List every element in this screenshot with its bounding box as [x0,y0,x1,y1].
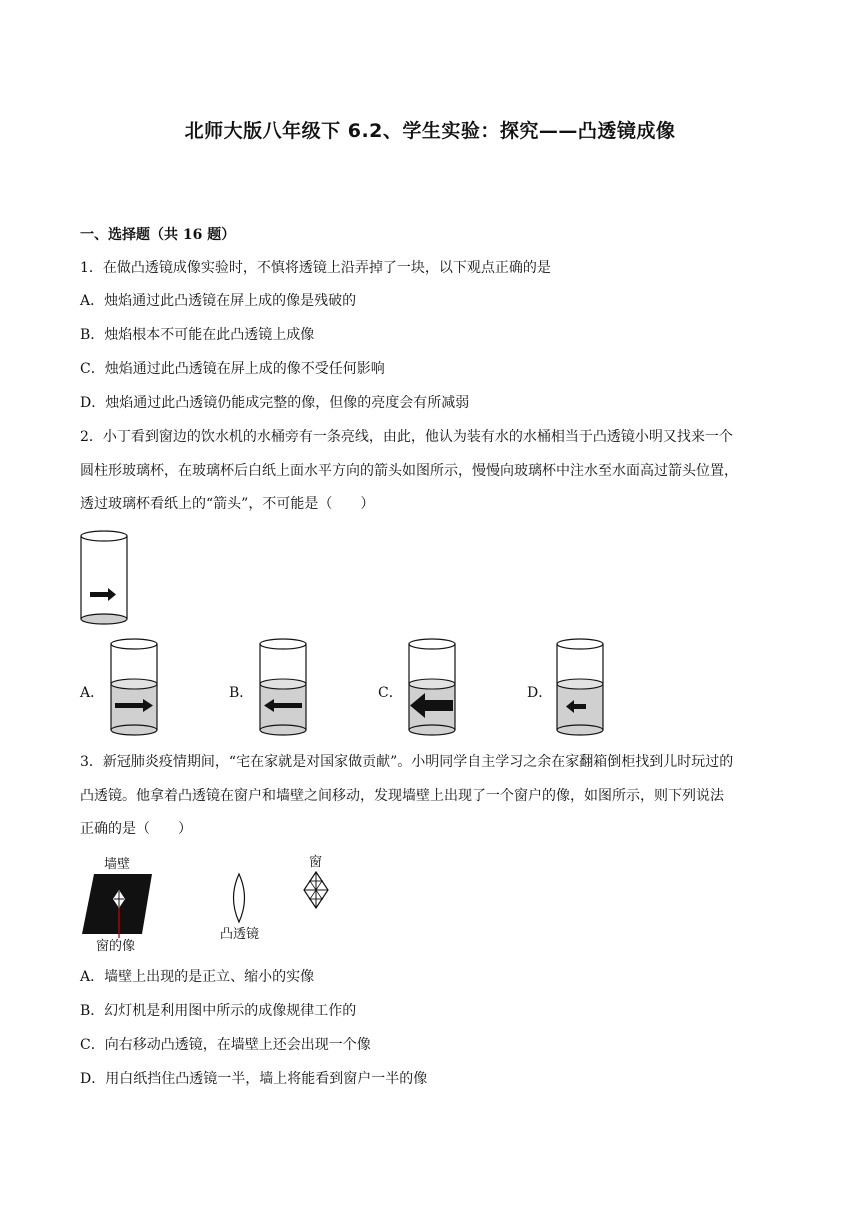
q2-stem-line-3: 透过玻璃杯看纸上的“箭头”，不可能是（ ） [80,496,375,512]
q1-option-d: D．烛焰通过此凸透镜仍能成完整的像，但像的亮度会有所减弱 [80,395,470,411]
q2-stem-line-2: 圆柱形玻璃杯，在玻璃杯后白纸上面水平方向的箭头如图所示，慢慢向玻璃杯中注水至水面高过箭头位置， [80,463,738,479]
window-image-label: 窗的像 [96,939,136,954]
q2-option-a-label: A． [80,685,105,701]
window-label: 窗 [309,855,323,870]
q2-option-d-glass-figure [552,636,608,738]
q3-stem-line-3: 正确的是（ ） [80,821,192,837]
q2-option-c-label: C． [378,685,403,701]
q2-option-c-glass-figure [404,636,460,738]
q3-option-b: B．幻灯机是利用图中所示的成像规律工作的 [80,1003,357,1019]
q2-reference-glass-figure [76,528,132,628]
q3-option-d: D．用白纸挡住凸透镜一半，墙上将能看到窗户一半的像 [80,1071,428,1087]
q2-option-b-label: B． [229,685,254,701]
right-arrow-icon [90,588,116,601]
wall-label: 墙壁 [104,857,131,872]
section-heading: 一、选择题（共 16 题） [80,227,236,243]
page-title: 北师大版八年级下 6.2、学生实验：探究——凸透镜成像 [184,120,676,142]
lens-label: 凸透镜 [220,927,260,942]
q2-option-d-label: D． [527,685,553,701]
q3-stem-line-2: 凸透镜。他拿着凸透镜在窗户和墙壁之间移动，发现墙壁上出现了一个窗户的像，如图所示，则下列说法 [80,788,724,804]
convex-lens-icon [234,874,245,922]
q3-option-c: C．向右移动凸透镜，在墙壁上还会出现一个像 [80,1037,371,1053]
q1-option-c: C．烛焰通过此凸透镜在屏上成的像不受任何影响 [80,361,385,377]
q2-option-b-glass-figure [255,636,311,738]
q2-option-a-glass-figure [106,636,162,738]
q3-option-a: A．墙壁上出现的是正立、缩小的实像 [80,969,315,985]
q3-lens-window-figure [78,850,348,958]
q1-stem: 1．在做凸透镜成像实验时，不慎将透镜上沿弄掉了一块，以下观点正确的是 [80,260,551,276]
q2-stem-line-1: 2．小丁看到窗边的饮水机的水桶旁有一条亮线，由此，他认为装有水的水桶相当于凸透镜小明又找来一个 [80,429,733,445]
q1-option-a: A．烛焰通过此凸透镜在屏上成的像是残破的 [80,293,357,309]
q3-stem-line-1: 3．新冠肺炎疫情期间，“宅在家就是对国家做贡献”。小明同学自主学习之余在家翻箱倒柜找到儿时玩过的 [80,754,734,770]
window-icon [304,872,328,908]
q1-option-b: B．烛焰根本不可能在此凸透镜上成像 [80,327,315,343]
